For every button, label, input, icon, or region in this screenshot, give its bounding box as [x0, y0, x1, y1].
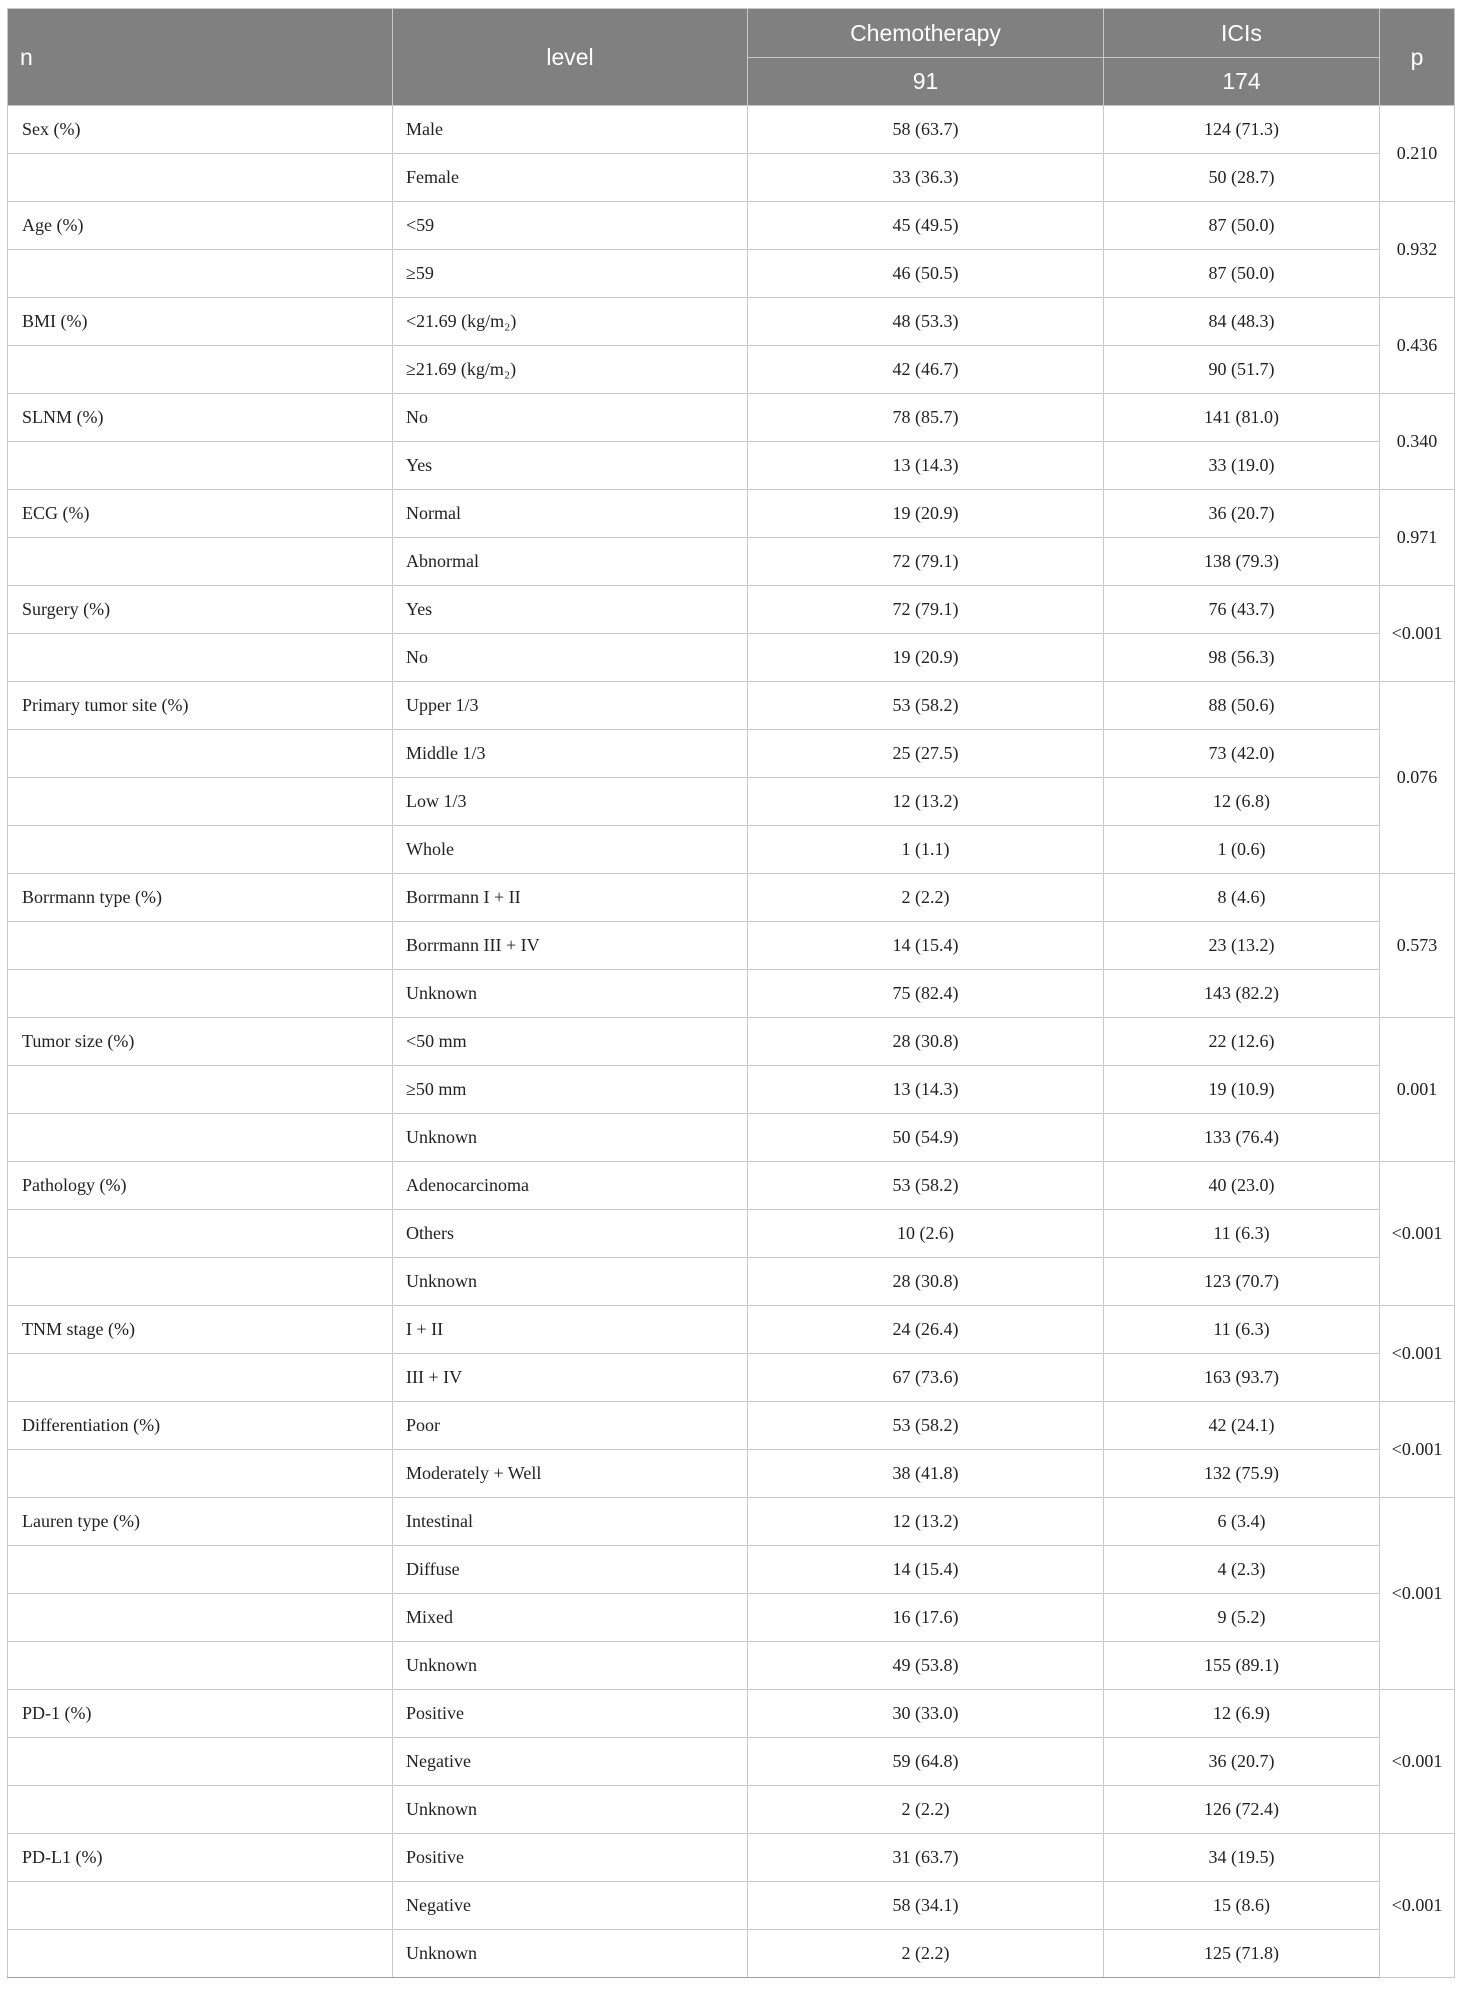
table-row	[8, 346, 1455, 394]
icis-cell: 143 (82.2)	[1104, 970, 1380, 1018]
variable-cell: Pathology (%)	[8, 1162, 393, 1210]
chemotherapy-cell: 19 (20.9)	[748, 634, 1104, 682]
variable-cell: TNM stage (%)	[8, 1306, 393, 1354]
variable-cell	[8, 922, 393, 970]
table-row	[8, 1738, 1455, 1786]
icis-cell: 155 (89.1)	[1104, 1642, 1380, 1690]
variable-cell	[8, 1354, 393, 1402]
icis-cell: 87 (50.0)	[1104, 202, 1380, 250]
chemotherapy-cell: 58 (63.7)	[748, 106, 1104, 154]
table-row	[8, 1834, 1455, 1882]
chemotherapy-cell: 13 (14.3)	[748, 442, 1104, 490]
icis-cell: 22 (12.6)	[1104, 1018, 1380, 1066]
level-cell: Positive	[393, 1690, 748, 1738]
variable-cell	[8, 826, 393, 874]
icis-cell: 88 (50.6)	[1104, 682, 1380, 730]
variable-cell: Primary tumor site (%)	[8, 682, 393, 730]
table-row	[8, 922, 1455, 970]
chemotherapy-cell: 49 (53.8)	[748, 1642, 1104, 1690]
table-row	[8, 1882, 1455, 1930]
icis-cell: 12 (6.8)	[1104, 778, 1380, 826]
icis-cell: 8 (4.6)	[1104, 874, 1380, 922]
level-cell: ≥50 mm	[393, 1066, 748, 1114]
variable-cell: SLNM (%)	[8, 394, 393, 442]
level-cell: Unknown	[393, 1930, 748, 1978]
level-cell: <21.69 (kg/m₂)	[393, 298, 748, 346]
chemotherapy-cell: 75 (82.4)	[748, 970, 1104, 1018]
level-cell: Negative	[393, 1738, 748, 1786]
chemotherapy-cell: 30 (33.0)	[748, 1690, 1104, 1738]
table-row	[8, 1114, 1455, 1162]
icis-cell: 42 (24.1)	[1104, 1402, 1380, 1450]
icis-cell: 73 (42.0)	[1104, 730, 1380, 778]
chemotherapy-cell: 13 (14.3)	[748, 1066, 1104, 1114]
variable-cell	[8, 1642, 393, 1690]
level-cell: Abnormal	[393, 538, 748, 586]
level-cell: No	[393, 634, 748, 682]
variable-cell: Differentiation (%)	[8, 1402, 393, 1450]
level-cell: ≥59	[393, 250, 748, 298]
chemotherapy-cell: 53 (58.2)	[748, 1402, 1104, 1450]
p-value-cell: <0.001	[1380, 1834, 1455, 1978]
icis-cell: 124 (71.3)	[1104, 106, 1380, 154]
p-value-cell: <0.001	[1380, 1498, 1455, 1690]
table-row	[8, 1786, 1455, 1834]
chemotherapy-cell: 72 (79.1)	[748, 538, 1104, 586]
variable-cell	[8, 730, 393, 778]
p-value-cell: <0.001	[1380, 1306, 1455, 1402]
variable-cell: BMI (%)	[8, 298, 393, 346]
chemotherapy-cell: 25 (27.5)	[748, 730, 1104, 778]
icis-cell: 4 (2.3)	[1104, 1546, 1380, 1594]
chemotherapy-cell: 1 (1.1)	[748, 826, 1104, 874]
icis-cell: 132 (75.9)	[1104, 1450, 1380, 1498]
level-cell: Yes	[393, 442, 748, 490]
chemotherapy-cell: 46 (50.5)	[748, 250, 1104, 298]
chemotherapy-cell: 24 (26.4)	[748, 1306, 1104, 1354]
table-row	[8, 826, 1455, 874]
chemotherapy-cell: 33 (36.3)	[748, 154, 1104, 202]
variable-cell: Surgery (%)	[8, 586, 393, 634]
icis-cell: 15 (8.6)	[1104, 1882, 1380, 1930]
p-value-cell: <0.001	[1380, 1402, 1455, 1498]
level-cell: Unknown	[393, 1642, 748, 1690]
table-row	[8, 1306, 1455, 1354]
level-cell: Female	[393, 154, 748, 202]
chemotherapy-cell: 31 (63.7)	[748, 1834, 1104, 1882]
p-value-cell: 0.001	[1380, 1018, 1455, 1162]
table-row	[8, 538, 1455, 586]
variable-cell	[8, 1066, 393, 1114]
variable-cell	[8, 346, 393, 394]
level-cell: Unknown	[393, 1258, 748, 1306]
table-row	[8, 1210, 1455, 1258]
variable-cell	[8, 442, 393, 490]
level-cell: Upper 1/3	[393, 682, 748, 730]
table-row	[8, 394, 1455, 442]
table-row	[8, 682, 1455, 730]
icis-cell: 138 (79.3)	[1104, 538, 1380, 586]
icis-cell: 36 (20.7)	[1104, 490, 1380, 538]
icis-cell: 50 (28.7)	[1104, 154, 1380, 202]
icis-cell: 84 (48.3)	[1104, 298, 1380, 346]
p-value-cell: <0.001	[1380, 1162, 1455, 1306]
level-cell: Adenocarcinoma	[393, 1162, 748, 1210]
level-cell: <50 mm	[393, 1018, 748, 1066]
icis-cell: 9 (5.2)	[1104, 1594, 1380, 1642]
table-row	[8, 442, 1455, 490]
variable-cell	[8, 1786, 393, 1834]
level-cell: Unknown	[393, 1786, 748, 1834]
chemotherapy-cell: 72 (79.1)	[748, 586, 1104, 634]
baseline-characteristics-table-container	[7, 8, 1454, 1978]
variable-cell: Borrmann type (%)	[8, 874, 393, 922]
chemotherapy-cell: 2 (2.2)	[748, 874, 1104, 922]
chemotherapy-cell: 14 (15.4)	[748, 1546, 1104, 1594]
variable-cell: Sex (%)	[8, 106, 393, 154]
icis-cell: 98 (56.3)	[1104, 634, 1380, 682]
variable-cell	[8, 250, 393, 298]
variable-cell: PD-L1 (%)	[8, 1834, 393, 1882]
level-cell: Middle 1/3	[393, 730, 748, 778]
chemotherapy-cell: 50 (54.9)	[748, 1114, 1104, 1162]
baseline-characteristics-table	[7, 8, 1455, 1978]
chemotherapy-cell: 28 (30.8)	[748, 1258, 1104, 1306]
table-row	[8, 490, 1455, 538]
chemotherapy-cell: 28 (30.8)	[748, 1018, 1104, 1066]
variable-cell	[8, 778, 393, 826]
icis-cell: 90 (51.7)	[1104, 346, 1380, 394]
variable-cell: Age (%)	[8, 202, 393, 250]
level-cell: No	[393, 394, 748, 442]
icis-cell: 11 (6.3)	[1104, 1210, 1380, 1258]
icis-cell: 76 (43.7)	[1104, 586, 1380, 634]
table-row	[8, 634, 1455, 682]
variable-cell	[8, 154, 393, 202]
icis-cell: 33 (19.0)	[1104, 442, 1380, 490]
header-chemotherapy-count: 91	[748, 58, 1104, 106]
icis-cell: 12 (6.9)	[1104, 1690, 1380, 1738]
p-value-cell: <0.001	[1380, 1690, 1455, 1834]
level-cell: Positive	[393, 1834, 748, 1882]
level-cell: Low 1/3	[393, 778, 748, 826]
icis-cell: 126 (72.4)	[1104, 1786, 1380, 1834]
p-value-cell: <0.001	[1380, 586, 1455, 682]
header-icis-count: 174	[1104, 58, 1380, 106]
variable-cell	[8, 538, 393, 586]
table-row	[8, 1642, 1455, 1690]
chemotherapy-cell: 12 (13.2)	[748, 1498, 1104, 1546]
table-row	[8, 778, 1455, 826]
level-cell: Whole	[393, 826, 748, 874]
variable-cell	[8, 1930, 393, 1978]
chemotherapy-cell: 10 (2.6)	[748, 1210, 1104, 1258]
variable-cell	[8, 970, 393, 1018]
chemotherapy-cell: 19 (20.9)	[748, 490, 1104, 538]
chemotherapy-cell: 2 (2.2)	[748, 1786, 1104, 1834]
header-row-1	[8, 9, 1455, 58]
variable-cell	[8, 1114, 393, 1162]
icis-cell: 34 (19.5)	[1104, 1834, 1380, 1882]
chemotherapy-cell: 59 (64.8)	[748, 1738, 1104, 1786]
variable-cell	[8, 1258, 393, 1306]
table-row	[8, 874, 1455, 922]
table-row	[8, 1066, 1455, 1114]
table-row	[8, 106, 1455, 154]
table-header	[8, 9, 1455, 106]
icis-cell: 1 (0.6)	[1104, 826, 1380, 874]
level-cell: III + IV	[393, 1354, 748, 1402]
level-cell: Mixed	[393, 1594, 748, 1642]
chemotherapy-cell: 67 (73.6)	[748, 1354, 1104, 1402]
table-row	[8, 586, 1455, 634]
level-cell: Borrmann I + II	[393, 874, 748, 922]
header-icis: ICIs	[1104, 9, 1380, 58]
chemotherapy-cell: 2 (2.2)	[748, 1930, 1104, 1978]
icis-cell: 133 (76.4)	[1104, 1114, 1380, 1162]
icis-cell: 123 (70.7)	[1104, 1258, 1380, 1306]
p-value-cell: 0.932	[1380, 202, 1455, 298]
level-cell: Moderately + Well	[393, 1450, 748, 1498]
icis-cell: 11 (6.3)	[1104, 1306, 1380, 1354]
level-cell: Borrmann III + IV	[393, 922, 748, 970]
chemotherapy-cell: 48 (53.3)	[748, 298, 1104, 346]
header-p: p	[1380, 9, 1455, 106]
level-cell: <59	[393, 202, 748, 250]
chemotherapy-cell: 16 (17.6)	[748, 1594, 1104, 1642]
variable-cell: ECG (%)	[8, 490, 393, 538]
level-cell: Poor	[393, 1402, 748, 1450]
level-cell: Intestinal	[393, 1498, 748, 1546]
icis-cell: 125 (71.8)	[1104, 1930, 1380, 1978]
table-row	[8, 1162, 1455, 1210]
table-row	[8, 1546, 1455, 1594]
table-body	[8, 106, 1455, 1978]
table-row	[8, 1018, 1455, 1066]
chemotherapy-cell: 78 (85.7)	[748, 394, 1104, 442]
header-n: n	[8, 9, 393, 106]
header-chemotherapy: Chemotherapy	[748, 9, 1104, 58]
variable-cell: PD-1 (%)	[8, 1690, 393, 1738]
level-cell: I + II	[393, 1306, 748, 1354]
icis-cell: 163 (93.7)	[1104, 1354, 1380, 1402]
icis-cell: 141 (81.0)	[1104, 394, 1380, 442]
variable-cell	[8, 1882, 393, 1930]
level-cell: Male	[393, 106, 748, 154]
variable-cell	[8, 1594, 393, 1642]
p-value-cell: 0.436	[1380, 298, 1455, 394]
table-row	[8, 1354, 1455, 1402]
variable-cell	[8, 1738, 393, 1786]
level-cell: ≥21.69 (kg/m₂)	[393, 346, 748, 394]
table-row	[8, 202, 1455, 250]
variable-cell	[8, 1546, 393, 1594]
table-row	[8, 250, 1455, 298]
table-row	[8, 298, 1455, 346]
chemotherapy-cell: 58 (34.1)	[748, 1882, 1104, 1930]
variable-cell	[8, 634, 393, 682]
level-cell: Others	[393, 1210, 748, 1258]
chemotherapy-cell: 14 (15.4)	[748, 922, 1104, 970]
variable-cell: Tumor size (%)	[8, 1018, 393, 1066]
level-cell: Unknown	[393, 1114, 748, 1162]
p-value-cell: 0.971	[1380, 490, 1455, 586]
icis-cell: 40 (23.0)	[1104, 1162, 1380, 1210]
header-level: level	[393, 9, 748, 106]
table-row	[8, 730, 1455, 778]
table-row	[8, 1690, 1455, 1738]
variable-cell	[8, 1450, 393, 1498]
icis-cell: 36 (20.7)	[1104, 1738, 1380, 1786]
chemotherapy-cell: 42 (46.7)	[748, 346, 1104, 394]
table-row	[8, 1450, 1455, 1498]
icis-cell: 19 (10.9)	[1104, 1066, 1380, 1114]
level-cell: Normal	[393, 490, 748, 538]
chemotherapy-cell: 45 (49.5)	[748, 202, 1104, 250]
variable-cell: Lauren type (%)	[8, 1498, 393, 1546]
p-value-cell: 0.076	[1380, 682, 1455, 874]
p-value-cell: 0.210	[1380, 106, 1455, 202]
p-value-cell: 0.340	[1380, 394, 1455, 490]
table-row	[8, 970, 1455, 1018]
p-value-cell: 0.573	[1380, 874, 1455, 1018]
table-row	[8, 1594, 1455, 1642]
level-cell: Yes	[393, 586, 748, 634]
table-row	[8, 1402, 1455, 1450]
icis-cell: 23 (13.2)	[1104, 922, 1380, 970]
table-row	[8, 1930, 1455, 1978]
variable-cell	[8, 1210, 393, 1258]
level-cell: Negative	[393, 1882, 748, 1930]
table-row	[8, 1258, 1455, 1306]
table-row	[8, 154, 1455, 202]
chemotherapy-cell: 38 (41.8)	[748, 1450, 1104, 1498]
chemotherapy-cell: 12 (13.2)	[748, 778, 1104, 826]
icis-cell: 87 (50.0)	[1104, 250, 1380, 298]
icis-cell: 6 (3.4)	[1104, 1498, 1380, 1546]
table-row	[8, 1498, 1455, 1546]
chemotherapy-cell: 53 (58.2)	[748, 1162, 1104, 1210]
chemotherapy-cell: 53 (58.2)	[748, 682, 1104, 730]
level-cell: Unknown	[393, 970, 748, 1018]
level-cell: Diffuse	[393, 1546, 748, 1594]
